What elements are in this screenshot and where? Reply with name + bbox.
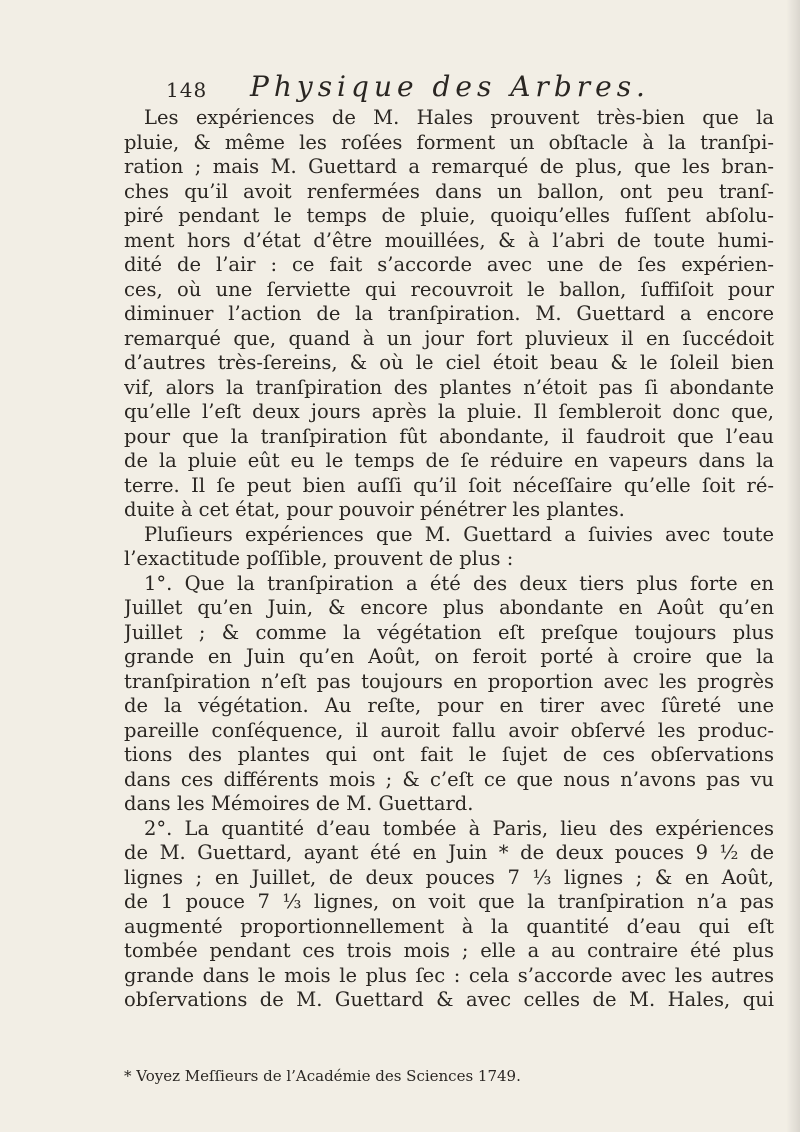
text-line: l’exactitude poſſible, prouvent de plus : [124,547,514,570]
text-line: Les expériences de M. Hales prouvent très-bien que la [144,106,774,129]
footnote: * Voyez Meſſieurs de l’Académie des Sciences 1749. [124,1067,521,1085]
text-line: remarqué que, quand à un jour fort pluvieux il en ſuccédoit [124,326,774,350]
text-line: ces, où une ſerviette qui recouvroit le ballon, ſuffiſoit pour [124,277,774,301]
text-line: d’autres très-ſereins, & où le ciel étoit beau & le ſoleil bien [124,351,774,374]
text-line: pour que la tranſpiration fût abondante, il faudroit que l’eau [124,424,774,448]
text-line: tombée pendant ces trois mois ; elle a au contraire été plus [124,939,774,962]
text-line: tions des plantes qui ont fait le ſujet de ces obſervations [124,743,774,766]
text-line: duite à cet état, pour pouvoir pénétrer les plantes. [124,498,625,521]
text-line: Pluſieurs expériences que M. Guettard a ſuivies avec toute [144,522,774,546]
text-line: pareille conſéquence, il auroit fallu avoir obſervé les produc- [124,718,774,742]
text-line: de 1 pouce 7 ⅓ lignes, on voit que la tranſpiration n’a pas [124,890,774,913]
text-line: grande en Juin qu’en Août, on feroit porté à croire que la [124,645,774,668]
text-line: augmenté proportionnellement à la quantité d’eau qui eſt [124,914,774,938]
text-line: grande dans le mois le plus ſec : cela s’accorde avec les autres [124,963,774,987]
text-line: diminuer l’action de la tranſpiration. M. Guettard a encore [124,302,774,325]
text-line: de la végétation. Au reſte, pour en tirer avec ſûreté une [124,694,774,717]
text-line: Juillet qu’en Juin, & encore plus abondante en Août qu’en [124,596,774,619]
text-line: de M. Guettard, ayant été en Juin * de deux pouces 9 ½ de [124,841,774,864]
text-line: piré pendant le temps de pluie, quoiqu’elles fuſſent abſolu- [124,204,774,227]
body-text [124,106,774,1013]
running-title: Physique des Arbres. [250,70,650,103]
page-number: 148 [166,78,208,102]
text-line: obſervations de M. Guettard & avec celles de M. Hales, qui [124,988,774,1011]
text-line: dans ces différents mois ; & c’eſt ce que nous n’avons pas vu [124,767,774,791]
text-line: vif, alors la tranſpiration des plantes n’étoit pas ſi abondante [124,375,774,399]
text-line: 2°. La quantité d’eau tombée à Paris, lieu des expériences [144,816,774,840]
text-line: terre. Il ſe peut bien auſſi qu’il ſoit néceſſaire qu’elle ſoit ré- [124,473,774,497]
text-line: lignes ; en Juillet, de deux pouces 7 ⅓ lignes ; & en Août, [124,865,774,889]
text-line: ment hors d’état d’être mouillées, & à l’abri de toute humi- [124,228,774,252]
text-line: ches qu’il avoit renfermées dans un ballon, ont peu tranſ- [124,179,774,203]
text-line: dans les Mémoires de M. Guettard. [124,792,474,815]
page-header [166,70,766,110]
text-line: ration ; mais M. Guettard a remarqué de plus, que les bran- [124,155,774,178]
text-line: tranſpiration n’eſt pas toujours en proportion avec les progrès [124,669,774,693]
text-line: 1°. Que la tranſpiration a été des deux tiers plus forte en [144,571,774,595]
text-line: qu’elle l’eſt deux jours après la pluie. Il ſembleroit donc que, [124,400,774,423]
text-line: Juillet ; & comme la végétation eſt preſque toujours plus [124,620,774,644]
text-line: de la pluie eût eu le temps de ſe réduire en vapeurs dans la [124,449,774,472]
text-line: dité de l’air : ce fait s’accorde avec une de ſes expérien- [124,253,774,276]
text-line: pluie, & même les roſées forment un obſtacle à la tranſpi- [124,130,774,154]
